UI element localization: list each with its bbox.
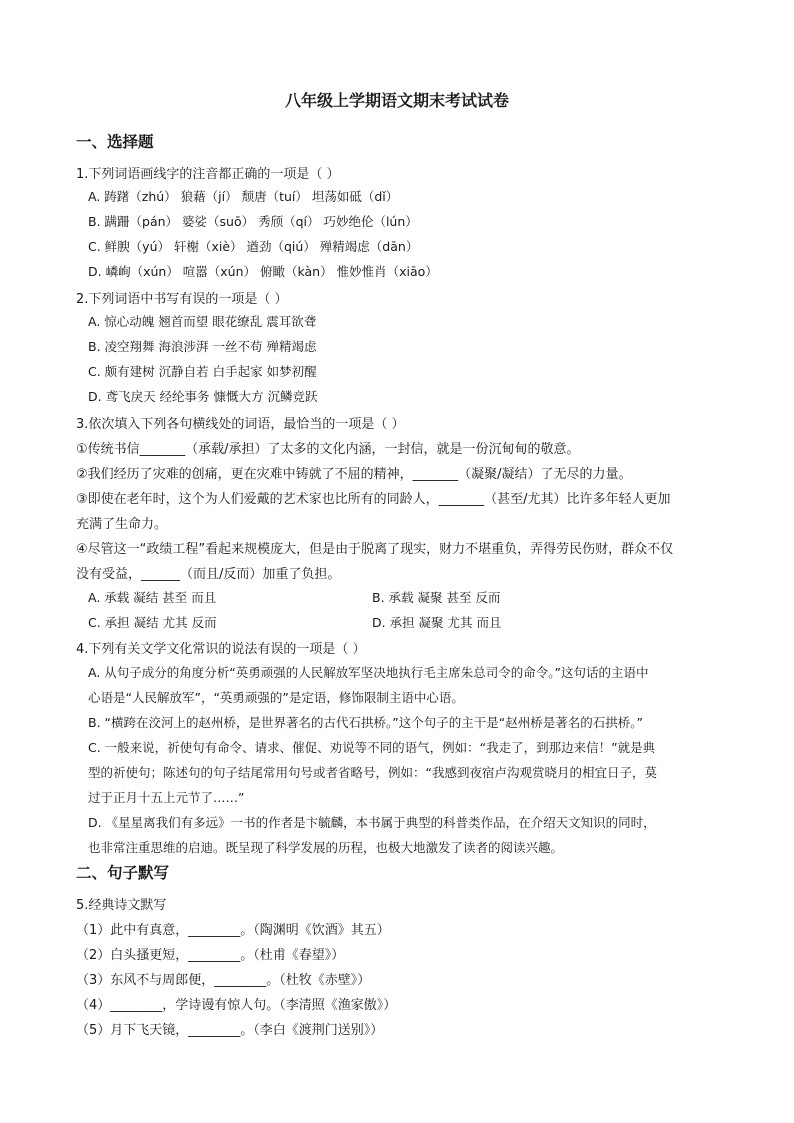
question-3-stem: 3.依次填入下列各句横线处的词语，最恰当的一项是（ ） [76,417,405,432]
question-1-option-d: D. 嶙峋（xún） 喧嚣（xún） 俯瞰（kàn） 惟妙惟肖（xiāo） [88,264,438,279]
dictation-line-3: （3）东风不与周郎便，________。（杜牧《赤壁》） [76,973,371,988]
question-2-option-a: A. 惊心动魄 翘首而望 眼花缭乱 震耳欲聋 [88,314,317,329]
question-2-stem: 2.下列词语中书写有误的一项是（ ） [76,292,288,307]
question-4-stem: 4.下列有关文学文化常识的说法有误的一项是（ ） [76,642,366,657]
question-5-stem: 5.经典诗文默写 [76,898,167,913]
question-1-stem: 1.下列词语画线字的注音都正确的一项是（ ） [76,167,340,182]
question-4-option-c-cont: 型的祈使句；陈述句的句子结尾常用句号或者省略号，例如：“我感到夜宿卢沟观赏晓月的相宜日子，莫 [88,765,657,780]
question-4-option-a: A. 从句子成分的角度分析“英勇顽强的人民解放军坚决地执行毛主席朱总司令的命令。”这句话的主语中 [88,665,649,680]
dictation-line-1: （1）此中有真意，________。（陶渊明《饮酒》其五） [76,923,390,938]
question-4-option-a-cont: 心语是“人民解放军”，“英勇顽强的”是定语，修饰限制主语中心语。 [88,690,464,705]
exam-title: 八年级上学期语文期末考试试卷 [284,91,509,110]
question-2-option-d: D. 鸢飞戾天 经纶事务 慷慨大方 沉鳞竞跃 [88,389,318,404]
question-4-option-d: D. 《星星离我们有多远》一书的作者是卞毓麟，本书属于典型的科普类作品，在介绍天文知识的同时， [88,815,656,830]
question-4-option-b: B. “横跨在洨河上的赵州桥，是世界著名的古代石拱桥。”这个句子的主干是“赵州桥是著名的石拱桥。” [88,715,643,730]
question-3-option-d: D. 承担 凝聚 尤其 而且 [372,615,502,630]
section-heading-dictation: 二、句子默写 [76,864,170,882]
question-4-option-d-cont: 也非常注重思维的启迪。既呈现了科学发展的历程，也极大地激发了读者的阅读兴趣。 [88,840,564,855]
dictation-line-4: （4）________，学诗谩有惊人句。（李清照《渔家傲》） [76,998,397,1013]
question-3-sentence-1: ①传统书信_______（承载/承担）了太多的文化内涵，一封信，就是一份沉甸甸的敬意。 [76,442,580,457]
question-1-option-c: C. 鲜腴（yú） 轩榭（xiè） 遒劲（qiú） 殚精竭虑（dān） [88,239,419,254]
dictation-line-2: （2）白头搔更短，________。（杜甫《春望》） [76,948,345,963]
question-3-sentence-3-cont: 充满了生命力。 [76,517,168,532]
question-3-option-a: A. 承载 凝结 甚至 而且 [88,590,217,605]
section-heading-choice: 一、选择题 [76,133,154,151]
question-1-option-b: B. 蹒跚（pán） 婆娑（suō） 秀颀（qí） 巧妙绝伦（lún） [88,214,418,229]
question-3-option-b: B. 承载 凝聚 甚至 反而 [372,590,501,605]
dictation-line-5: （5）月下飞天镜，________。（李白《渡荆门送别》） [76,1023,384,1038]
question-3-option-c: C. 承担 凝结 尤其 反而 [88,615,217,630]
question-4-option-c: C. 一般来说，祈使句有命令、请求、催促、劝说等不同的语气，例如：“我走了，到那边来信！”就是典 [88,740,656,755]
question-3-sentence-3: ③即使在老年时，这个为人们爱戴的艺术家也比所有的同龄人，_______（甚至/尤其）比许多年轻人更加 [76,492,671,507]
question-1-option-a: A. 踌躇（zhú） 狼藉（jí） 颓唐（tuí） 坦荡如砥（dǐ） [88,189,399,204]
question-2-option-b: B. 凌空翔舞 海浪涉湃 一丝不苟 殚精竭虑 [88,339,317,354]
question-3-sentence-2: ②我们经历了灾难的创痛，更在灾难中铸就了不屈的精神，_______（凝聚/凝结）了无尽的力量。 [76,467,632,482]
question-3-sentence-4: ④尽管这一“政绩工程”看起来规模庞大，但是由于脱离了现实，财力不堪重负，弄得劳民伤财，群众不仅 [76,542,674,557]
question-3-sentence-4-cont: 没有受益，______（而且/反而）加重了负担。 [76,567,341,582]
question-2-option-c: C. 颇有建树 沉静自若 白手起家 如梦初醒 [88,364,317,379]
question-4-option-c-cont-2: 过于正月十五上元节了……” [88,790,245,805]
